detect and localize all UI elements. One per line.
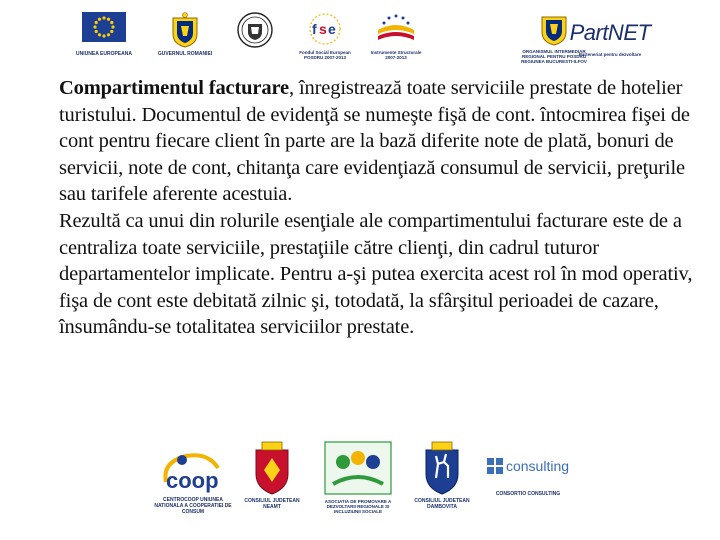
dambovita-coat-of-arms-icon <box>422 440 462 496</box>
government-logo <box>157 12 213 58</box>
partnet-logo <box>569 20 651 57</box>
dambovita-caption: CONSILIUL JUDETEAN DAMBOVITA <box>414 498 470 510</box>
coat-of-arms-icon <box>171 12 199 48</box>
eu-flag-icon <box>82 12 126 42</box>
coop-caption: CENTROCOOP UNIUNEA NATIONALA A COOPERATIEI DE CONSUM <box>154 497 232 515</box>
neamt-coat-of-arms-icon <box>252 440 292 496</box>
seal-icon <box>237 12 273 48</box>
svg-text:f: f <box>312 21 317 37</box>
fse-caption: Fondul Social European POSDRU 2007-2013 <box>299 50 351 61</box>
coop-icon <box>158 448 228 496</box>
eu-caption: UNIUNEA EUROPEANA <box>76 51 132 57</box>
oir-caption: ORGANISMUL INTERMEDIAR REGIONAL PENTRU POSDRU REGIUNEA BUCURESTI-ILFOV <box>521 49 587 65</box>
seal-logo <box>236 12 274 48</box>
structural-instruments-logo <box>365 10 427 60</box>
header-logos <box>0 10 720 72</box>
paragraph-1-text: , înregistrează toate serviciile prestate de hotelier turistului. Documentul de evidenţă se numeşte fişă de cont. întocmirea fişei de cont pentru fiecare client în parte are la bază diferite note de plată, bonuri de servicii, note de cont, chitanţa care evidenţiază consumul de servicii, preţurile sau tarifele aferente acestuia. <box>59 77 690 206</box>
paragraph-1 <box>23 75 707 208</box>
structural-instruments-icon <box>372 10 420 48</box>
neamt-caption: CONSILIUL JUDETEAN NEAMT <box>244 498 300 510</box>
oir-coat-of-arms-icon <box>540 12 568 46</box>
consulting-logo <box>486 458 570 498</box>
svg-text:coop: coop <box>166 468 219 493</box>
neamt-council-logo <box>244 440 300 511</box>
body-text <box>23 75 707 341</box>
section-term: Compartimentul facturare <box>59 77 290 99</box>
consulting-icon <box>487 458 503 474</box>
dambovita-council-logo <box>412 440 472 511</box>
association-logo <box>316 440 400 515</box>
consulting-caption: CONSORTIO CONSULTING <box>495 491 561 497</box>
structural-instruments-caption: Instrumente Structurale 2007-2013 <box>370 50 422 61</box>
footer-logos <box>0 436 720 536</box>
partnet-wordmark: PartNET <box>569 20 651 45</box>
coop-logo <box>148 448 238 515</box>
government-caption: GUVERNUL ROMANIEI <box>157 51 213 57</box>
association-icon <box>323 440 393 496</box>
partnet-caption: Parteneriat pentru dezvoltare <box>578 52 642 57</box>
paragraph-2: Rezultă ca unui din rolurile esenţiale ale compartimentului facturare este de a centraliza toate serviciile, prestaţiile către clienţi, din cadrul tuturor departamentelor implicate. Pentru a-şi putea exercita acest rol în mod operativ, fişa de cont este debitată zilnic şi, totodată, la sfârşitul perioadei de cazare, însumându-se totalitatea serviciilor prestate. <box>59 209 693 339</box>
svg-text:e: e <box>328 21 336 37</box>
consulting-wordmark: consulting <box>505 458 570 474</box>
consulting-mark <box>487 458 569 474</box>
eu-logo <box>76 12 132 58</box>
fse-icon <box>302 10 348 48</box>
association-caption: ASOCIATIA DE PROMOVARE A DEZVOLTARII REGIONALE SI INCLUZIUNII SOCIALE <box>324 499 392 515</box>
fse-logo <box>296 10 354 60</box>
svg-text:s: s <box>319 21 327 37</box>
